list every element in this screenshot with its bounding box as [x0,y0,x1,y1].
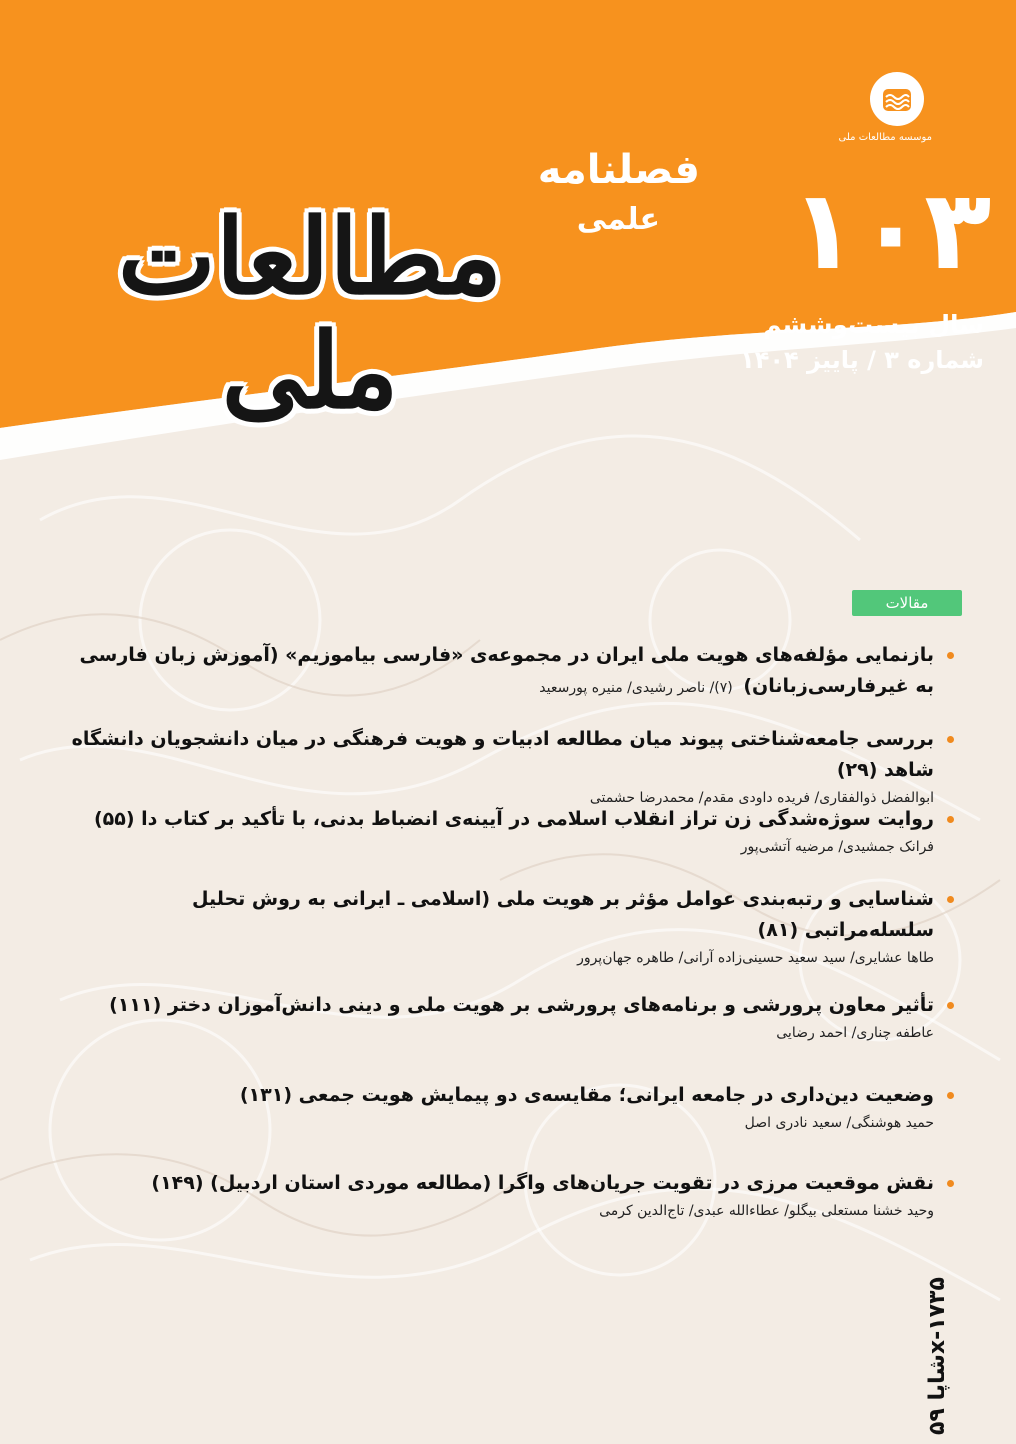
section-tag-articles: مقالات [852,590,962,616]
issue-line: شماره ۳ / پاییز ۱۴۰۴ [740,346,984,374]
wave-logo-icon [870,72,924,126]
issn: شاپا ۵۹x-۱۷۳۵ [925,1277,950,1435]
article-title-continued: به غیرفارسی‌زبانان) [743,675,934,697]
article-title: بررسی جامعه‌شناختی پیوند میان مطالعه ادبیات و هویت فرهنگی در میان دانشجویان دانشگاه شاهد (۲۹) [71,728,934,781]
bullet-icon [947,1002,954,1009]
journal-rank: علمی [576,202,660,237]
toc-item [60,1080,940,1135]
article-title: تأثیر معاون پرورشی و برنامه‌های پرورشی بر هویت ملی و دینی دانش‌آموزان دختر (۱۱۱) [109,994,934,1016]
article-title: وضعیت دین‌داری در جامعه ایرانی؛ مقایسه‌ی دو پیمایش هویت جمعی (۱۳۱) [239,1084,934,1106]
toc-item [60,1168,940,1223]
article-authors: ابوالفضل ذوالفقاری/ فریده داودی مقدم/ محمدرضا حشمتی [589,790,934,806]
bullet-icon [947,816,954,823]
toc-item [60,884,940,970]
publisher-name: موسسه مطالعات ملی [838,132,932,143]
article-authors: طاها عشایری/ سید سعید حسینی‌زاده آرانی/ طاهره جهان‌پرور [577,950,934,966]
article-title: شناسایی و رتبه‌بندی عوامل مؤثر بر هویت ملی (اسلامی ـ ایرانی به روش تحلیل سلسله‌مراتبی (۸۱) [191,888,934,941]
masthead [90,170,530,433]
bullet-icon [947,652,954,659]
journal-kind: فصلنامه [537,147,700,193]
article-authors: فرانک جمشیدی/ مرضیه آتشی‌پور [740,839,934,855]
toc-item [60,724,940,810]
article-authors: وحید خشنا مستعلی بیگلو/ عطاءالله عبدی/ تاج‌الدین کرمی [599,1203,934,1219]
article-title: نقش موقعیت مرزی در تقویت جریان‌های واگرا (مطالعه موردی استان اردبیل) (۱۴۹) [151,1172,934,1194]
toc-item [60,990,940,1045]
toc-item [60,804,940,859]
journal-name: مطالعات ملی [117,195,503,433]
toc-item [60,640,940,702]
publisher-logo [838,72,932,162]
article-title: بازنمایی مؤلفه‌های هویت ملی ایران در مجموعه‌ی «فارسی بیاموزیم» (آموزش زبان فارسی [79,644,934,666]
volume-line: سال بیست‌وششم [762,310,984,339]
article-authors: عاطفه چناری/ احمد رضایی [776,1025,934,1041]
bullet-icon [947,1092,954,1099]
article-page-and-authors: (۷)/ ناصر رشیدی/ منیره پورسعید [539,680,733,696]
issue-number: ۱۰۳ [790,166,992,294]
article-title-line2 [60,671,940,702]
bullet-icon [947,736,954,743]
bullet-icon [947,1180,954,1187]
article-title: روایت سوژه‌شدگی زن تراز انقلاب اسلامی در آیینه‌ی انضباط بدنی، با تأکید بر کتاب دا (۵۵) [93,808,934,830]
bullet-icon [947,896,954,903]
article-authors: حمید هوشنگی/ سعید نادری اصل [744,1115,934,1131]
